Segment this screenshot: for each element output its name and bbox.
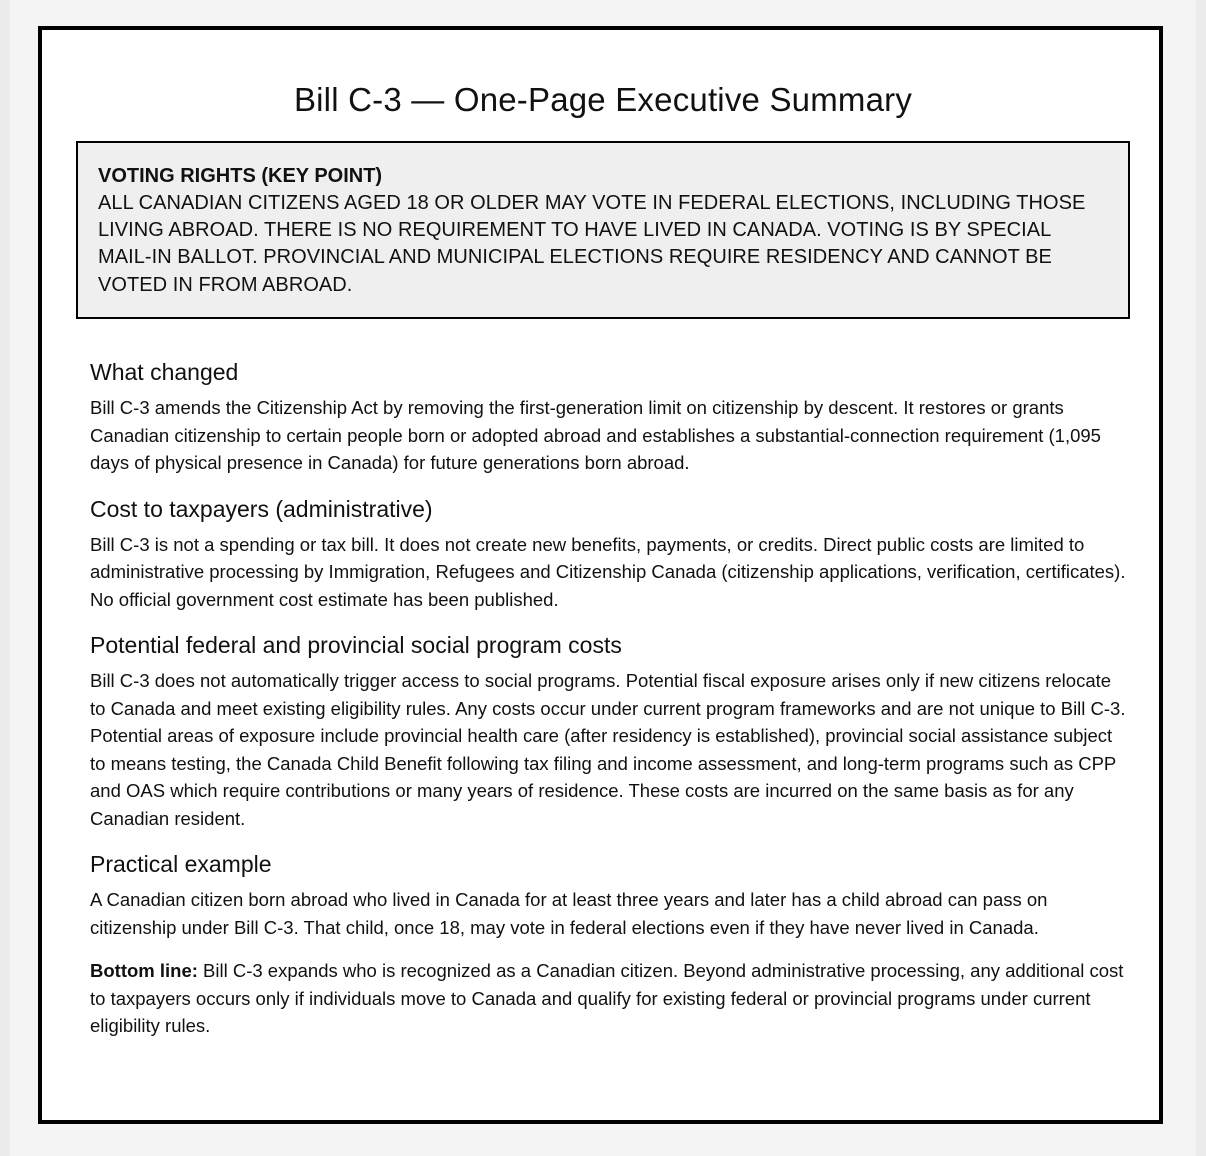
section-paragraph: Bill C-3 amends the Citizenship Act by removing the first-generation limit on citizenship by descent. It restores or grants Canadian citizenship to certain people born or adopted abroad and establishes a substantial-connection requirement (1,095 days of physical presence in Canada) for future generations born abroad. bbox=[90, 397, 1101, 473]
section-what-changed bbox=[90, 356, 1130, 477]
key-point-box bbox=[76, 141, 1130, 319]
key-point-heading: VOTING RIGHTS (KEY POINT) bbox=[98, 165, 383, 187]
section-heading: Potential federal and provincial social program costs bbox=[90, 632, 622, 658]
section-heading: What changed bbox=[90, 359, 239, 385]
bottom-line-text: Bill C-3 expands who is recognized as a Canadian citizen. Beyond administrative processing, any additional cost to taxpayers occurs only if individuals move to Canada and qualify for existing federal or provincial programs under current eligibility rules. bbox=[90, 960, 1124, 1036]
section-practical-example bbox=[90, 848, 1130, 941]
document-title: Bill C-3 — One-Page Executive Summary bbox=[293, 81, 913, 118]
page-edge-left bbox=[0, 0, 10, 1156]
bottom-line-label: Bottom line: bbox=[90, 960, 198, 981]
bottom-line bbox=[90, 957, 1130, 1040]
section-social-program-costs bbox=[90, 629, 1130, 832]
section-heading: Practical example bbox=[90, 851, 272, 877]
section-paragraph: A Canadian citizen born abroad who lived in Canada for at least three years and later has a child abroad can pass on citizenship under Bill C-3. That child, once 18, may vote in federal elections even if they have never lived in Canada. bbox=[90, 889, 1048, 938]
key-point-text: ALL CANADIAN CITIZENS AGED 18 OR OLDER MAY VOTE IN FEDERAL ELECTIONS, INCLUDING THOSE LIVING ABROAD. THERE IS NO REQUIREMENT TO HAVE LIVED IN CANADA. VOTING IS BY SPECIAL MAIL-IN BALLOT. PROVINCIAL AND MUNICIPAL ELECTIONS REQUIRE RESIDENCY AND CANNOT BE VOTED IN FROM ABROAD. bbox=[98, 192, 1086, 296]
section-paragraph: Bill C-3 does not automatically trigger access to social programs. Potential fiscal exposure arises only if new citizens relocate to Canada and meet existing eligibility rules. Any costs occur under current program frameworks and are not unique to Bill C-3. bbox=[90, 670, 1126, 719]
section-heading: Cost to taxpayers (administrative) bbox=[90, 495, 433, 522]
section-paragraph: Bill C-3 is not a spending or tax bill. It does not create new benefits, payments, or credits. Direct public costs are limited to administrative processing by Immigration, Refugees and Citizenship Canada (citizenship applications, verification, certificates). No official government cost estimate has been published. bbox=[90, 533, 1126, 610]
page-edge-right bbox=[1196, 0, 1206, 1156]
section-cost-to-taxpayers bbox=[90, 493, 1130, 614]
section-paragraph: Potential areas of exposure include provincial health care (after residency is established), provincial social assistance subject to means testing, the Canada Child Benefit following tax filing and income assessment, and long-term programs such as CPP and OAS which require contributions or many years of residence. These costs are incurred on the same basis as for any Canadian resident. bbox=[90, 725, 1116, 829]
document-body bbox=[90, 356, 1130, 1040]
